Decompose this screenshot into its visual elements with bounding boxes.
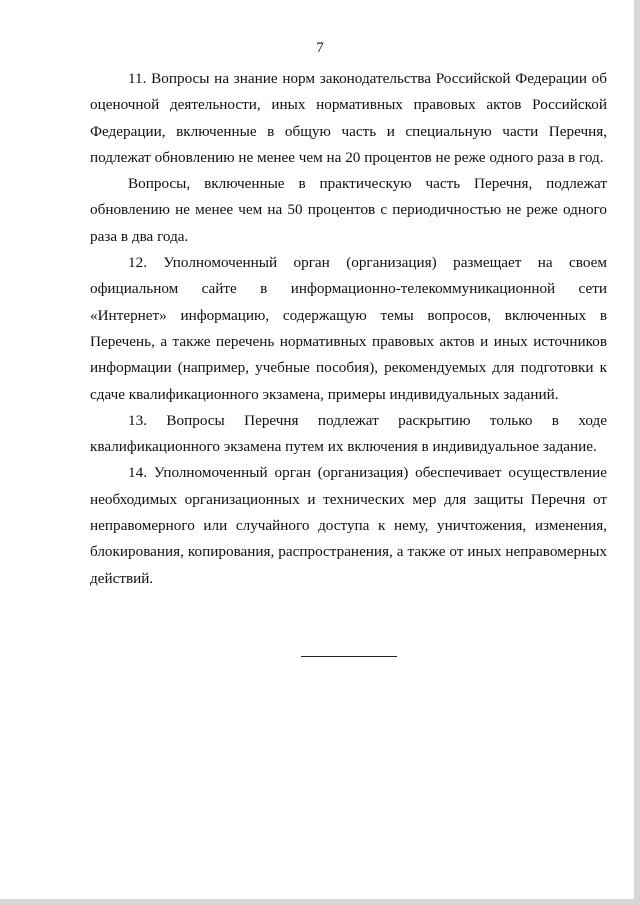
page-number: 7 bbox=[316, 40, 324, 56]
paragraph-11-continuation: Вопросы, включенные в практическую часть Перечня, подлежат обновлению не менее чем на 50 процентов с периодичностью не реже одного раза в два года. bbox=[90, 175, 607, 245]
document-body bbox=[90, 66, 607, 592]
paragraph-12: 12. Уполномоченный орган (организация) размещает на своем официальном сайте в информационно-телекоммуникационной сети «Интернет» информацию, содержащую темы вопросов, включенных в Перечень, а также перечень нормативных правовых актов и иных источников информации (например, учебные пособия), рекомендуемых для подготовки к сдаче квалификационного экзамена, примеры индивидуальных заданий. bbox=[90, 254, 607, 403]
page-edge-bottom bbox=[0, 899, 640, 905]
end-separator-line bbox=[301, 656, 397, 657]
paragraph-14: 14. Уполномоченный орган (организация) обеспечивает осуществление необходимых организационных и технических мер для защиты Перечня от неправомерного или случайного доступа к нему, уничтожения, изменения, блокирования, копирования, распространения, а также от иных неправомерных действий. bbox=[90, 464, 607, 587]
page-edge-right bbox=[634, 0, 640, 905]
paragraph-11: 11. Вопросы на знание норм законодательства Российской Федерации об оценочной деятельности, иных нормативных правовых актов Российской Федерации, включенные в общую часть и специальную части Перечня, подлежат обновлению не менее чем на 20 процентов не реже одного раза в год. bbox=[90, 70, 607, 166]
paragraph-13: 13. Вопросы Перечня подлежат раскрытию только в ходе квалификационного экзамена путем их включения в индивидуальное задание. bbox=[90, 411, 607, 456]
